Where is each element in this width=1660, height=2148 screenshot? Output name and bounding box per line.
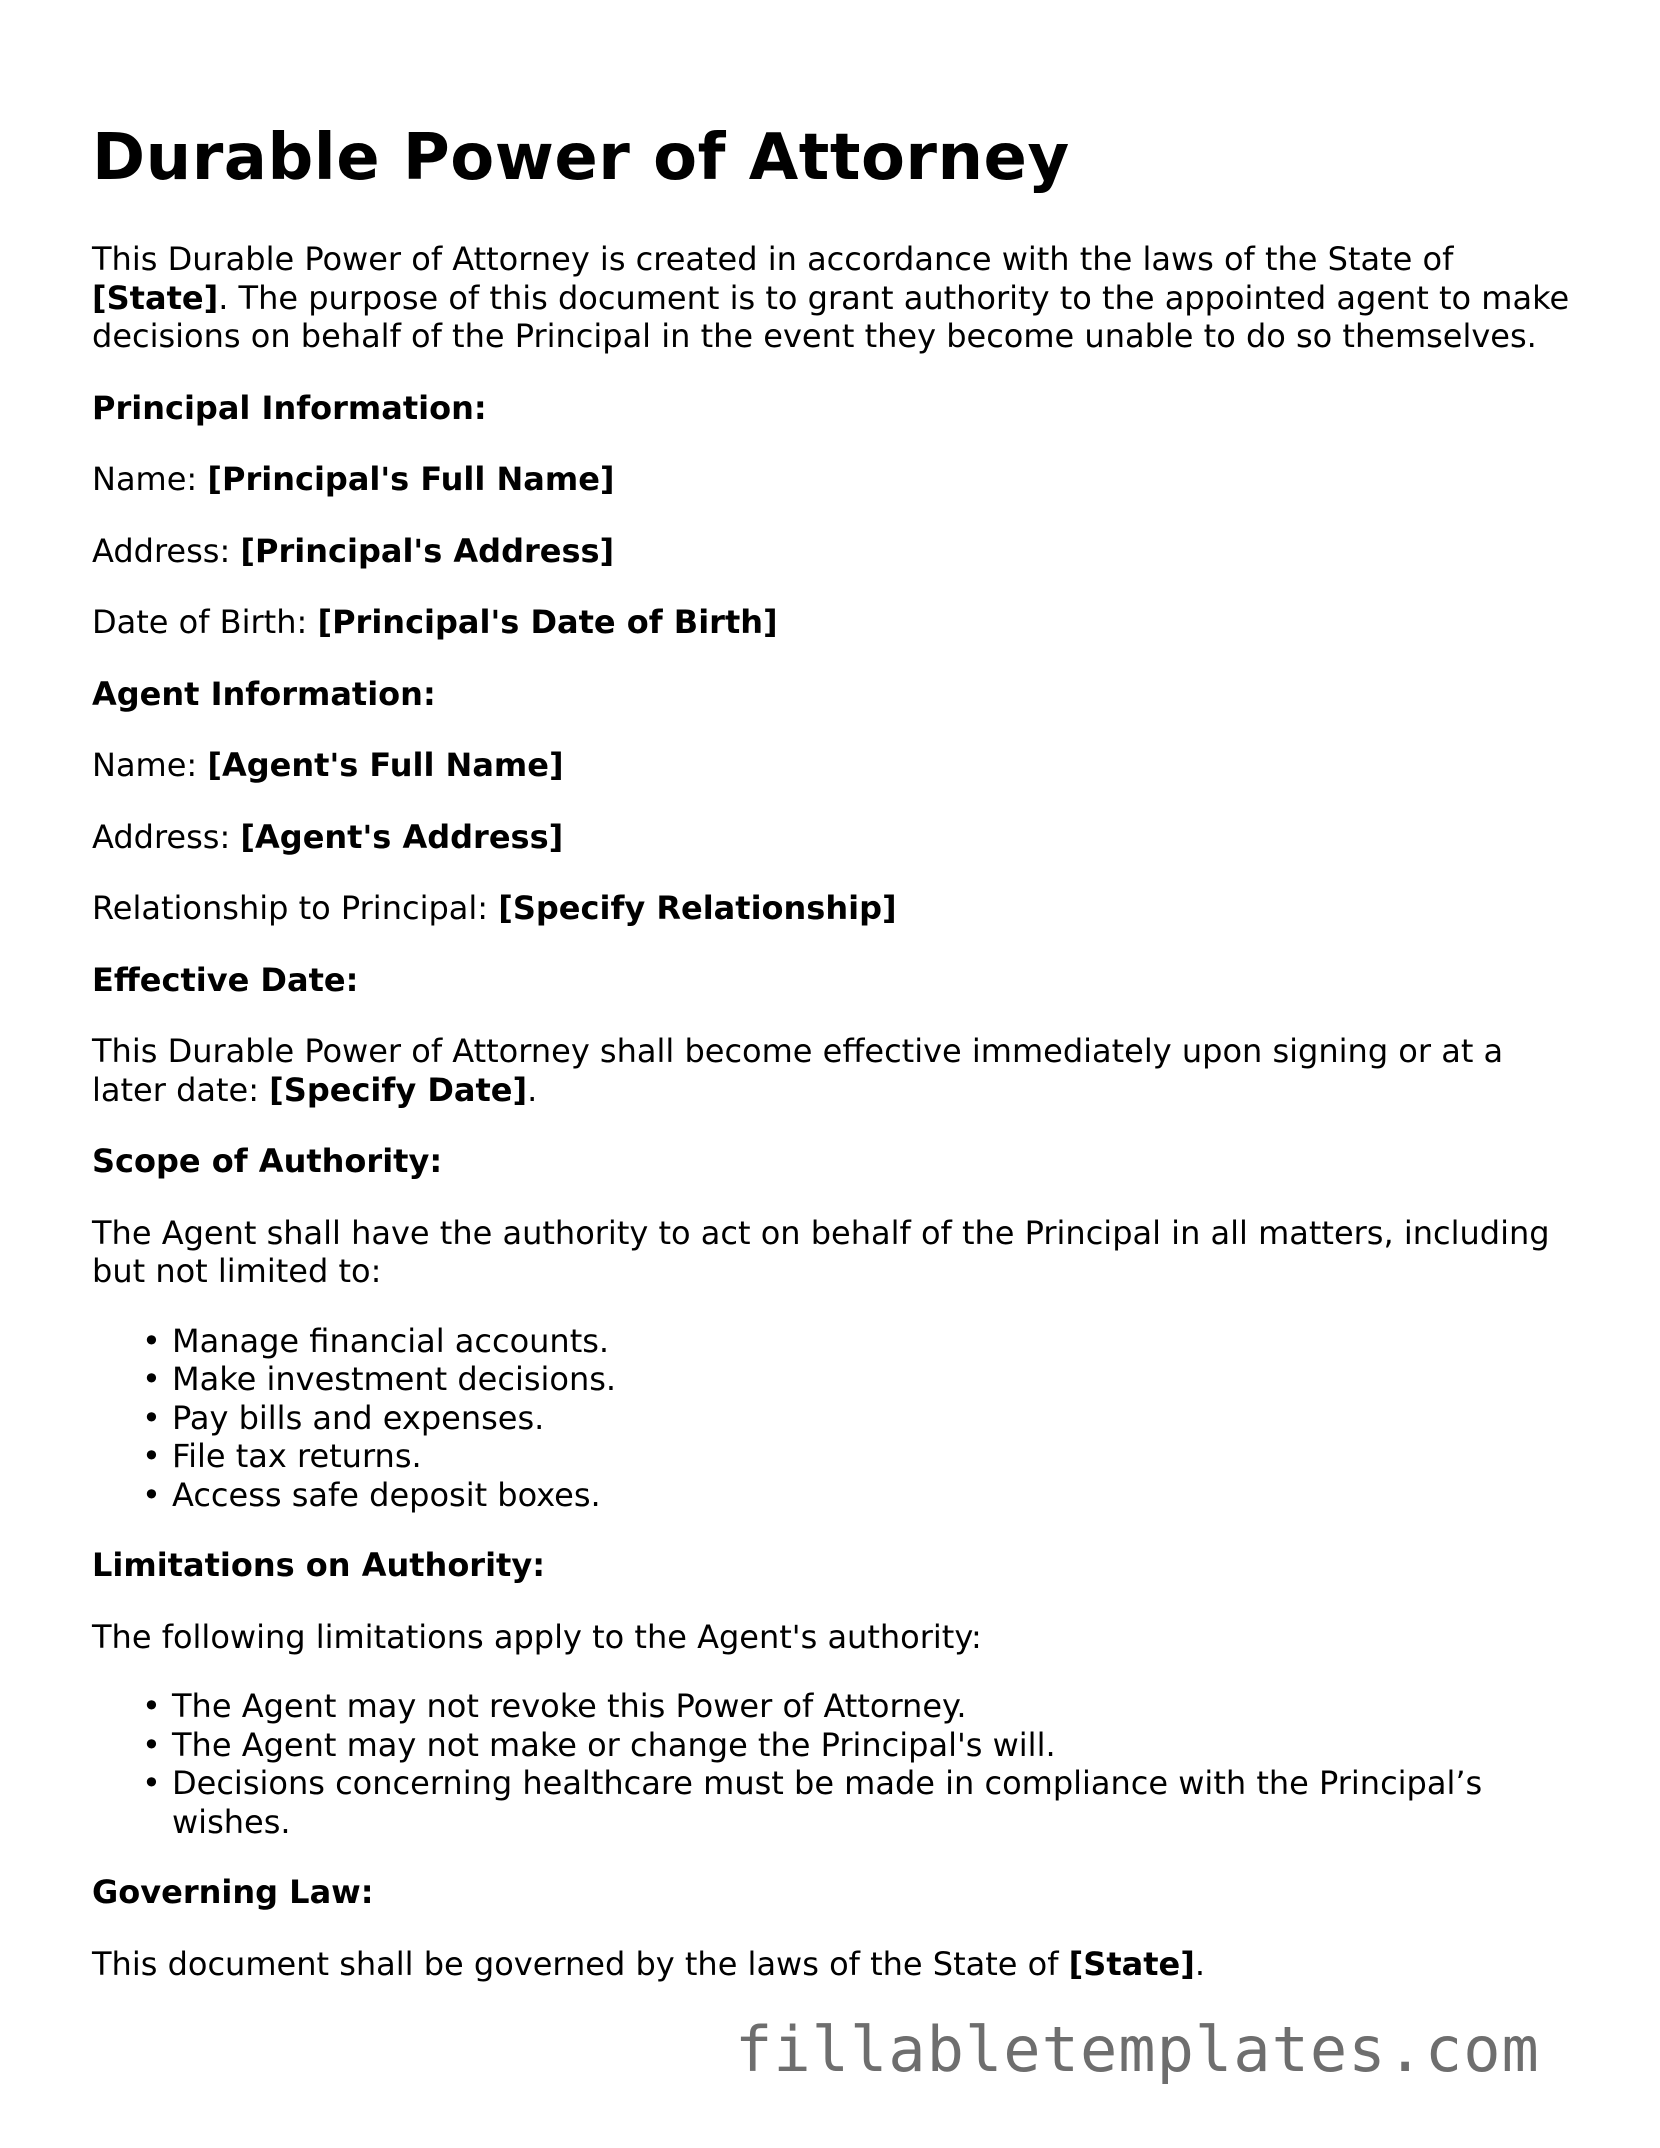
principal-heading: Principal Information:: [92, 388, 487, 427]
principal-address-value: [Principal's Address]: [240, 531, 615, 570]
agent-relationship-label: Relationship to Principal:: [92, 889, 499, 927]
watermark: fillabletemplates.com: [735, 2013, 1540, 2086]
list-item: • Access safe deposit boxes.: [172, 1476, 1572, 1515]
principal-name-line: [92, 460, 1572, 499]
intro-paragraph: [92, 240, 1572, 356]
principal-name-label: Name:: [92, 460, 208, 498]
governing-text: This document shall be governed by the laws of the State of: [92, 1944, 1069, 1983]
governing-state-placeholder: [State]: [1068, 1944, 1195, 1983]
principal-dob-label: Date of Birth:: [92, 603, 318, 641]
principal-address-label: Address:: [92, 531, 241, 570]
scope-paragraph: The Agent shall have the authority to act on behalf of the Principal in all matters, including but not limited to:: [92, 1213, 1550, 1290]
governing-text-end: .: [1194, 1944, 1206, 1983]
limitations-list: [92, 1687, 1572, 1841]
governing-heading: Governing Law:: [92, 1873, 374, 1911]
principal-name-value: [Principal's Full Name]: [207, 460, 615, 498]
document-page: [92, 118, 1572, 2016]
document-title: Durable Power of Attorney: [92, 121, 1070, 195]
agent-relationship-value: [Specify Relationship]: [498, 889, 897, 927]
agent-address-line: [92, 818, 1572, 857]
effective-text: This Durable Power of Attorney shall become effective immediately upon signing or at a later date:: [92, 1032, 1504, 1109]
list-item: • File tax returns.: [172, 1437, 1572, 1476]
principal-dob-value: [Principal's Date of Birth]: [317, 603, 778, 641]
agent-address-value: [Agent's Address]: [240, 817, 564, 856]
governing-paragraph: [92, 1945, 1572, 1984]
list-item: • Make investment decisions.: [172, 1360, 1572, 1399]
limitations-paragraph: The following limitations apply to the Agent's authority:: [92, 1617, 982, 1656]
intro-state-placeholder: [State]: [92, 278, 219, 317]
principal-address-line: [92, 532, 1572, 571]
list-item: • Manage financial accounts.: [172, 1322, 1572, 1361]
effective-date-value: [Specify Date]: [269, 1070, 528, 1109]
agent-heading: Agent Information:: [92, 674, 436, 713]
principal-dob-line: [92, 603, 1572, 642]
list-item: • Decisions concerning healthcare must be made in compliance with the Principal’s wishes.: [172, 1764, 1572, 1841]
effective-paragraph: [92, 1032, 1572, 1109]
intro-text: This Durable Power of Attorney is created in accordance with the laws of the State of: [92, 240, 1454, 278]
scope-heading: Scope of Authority:: [92, 1142, 443, 1180]
agent-name-line: [92, 746, 1572, 785]
list-item: • The Agent may not make or change the Principal's will.: [172, 1726, 1572, 1765]
agent-address-label: Address:: [92, 817, 241, 856]
scope-list: [92, 1322, 1572, 1515]
agent-name-value: [Agent's Full Name]: [207, 746, 564, 784]
effective-heading: Effective Date:: [92, 960, 359, 999]
effective-text-end: .: [527, 1070, 538, 1109]
list-item: • The Agent may not revoke this Power of Attorney.: [172, 1687, 1572, 1726]
agent-relationship-line: [92, 889, 1572, 928]
list-item: • Pay bills and expenses.: [172, 1399, 1572, 1438]
intro-text-continued: . The purpose of this document is to grant authority to the appointed agent to make decisions on behalf of the Principal in the event they become unable to do so themselves.: [92, 278, 1570, 355]
agent-name-label: Name:: [92, 746, 208, 784]
limitations-heading: Limitations on Authority:: [92, 1546, 545, 1584]
